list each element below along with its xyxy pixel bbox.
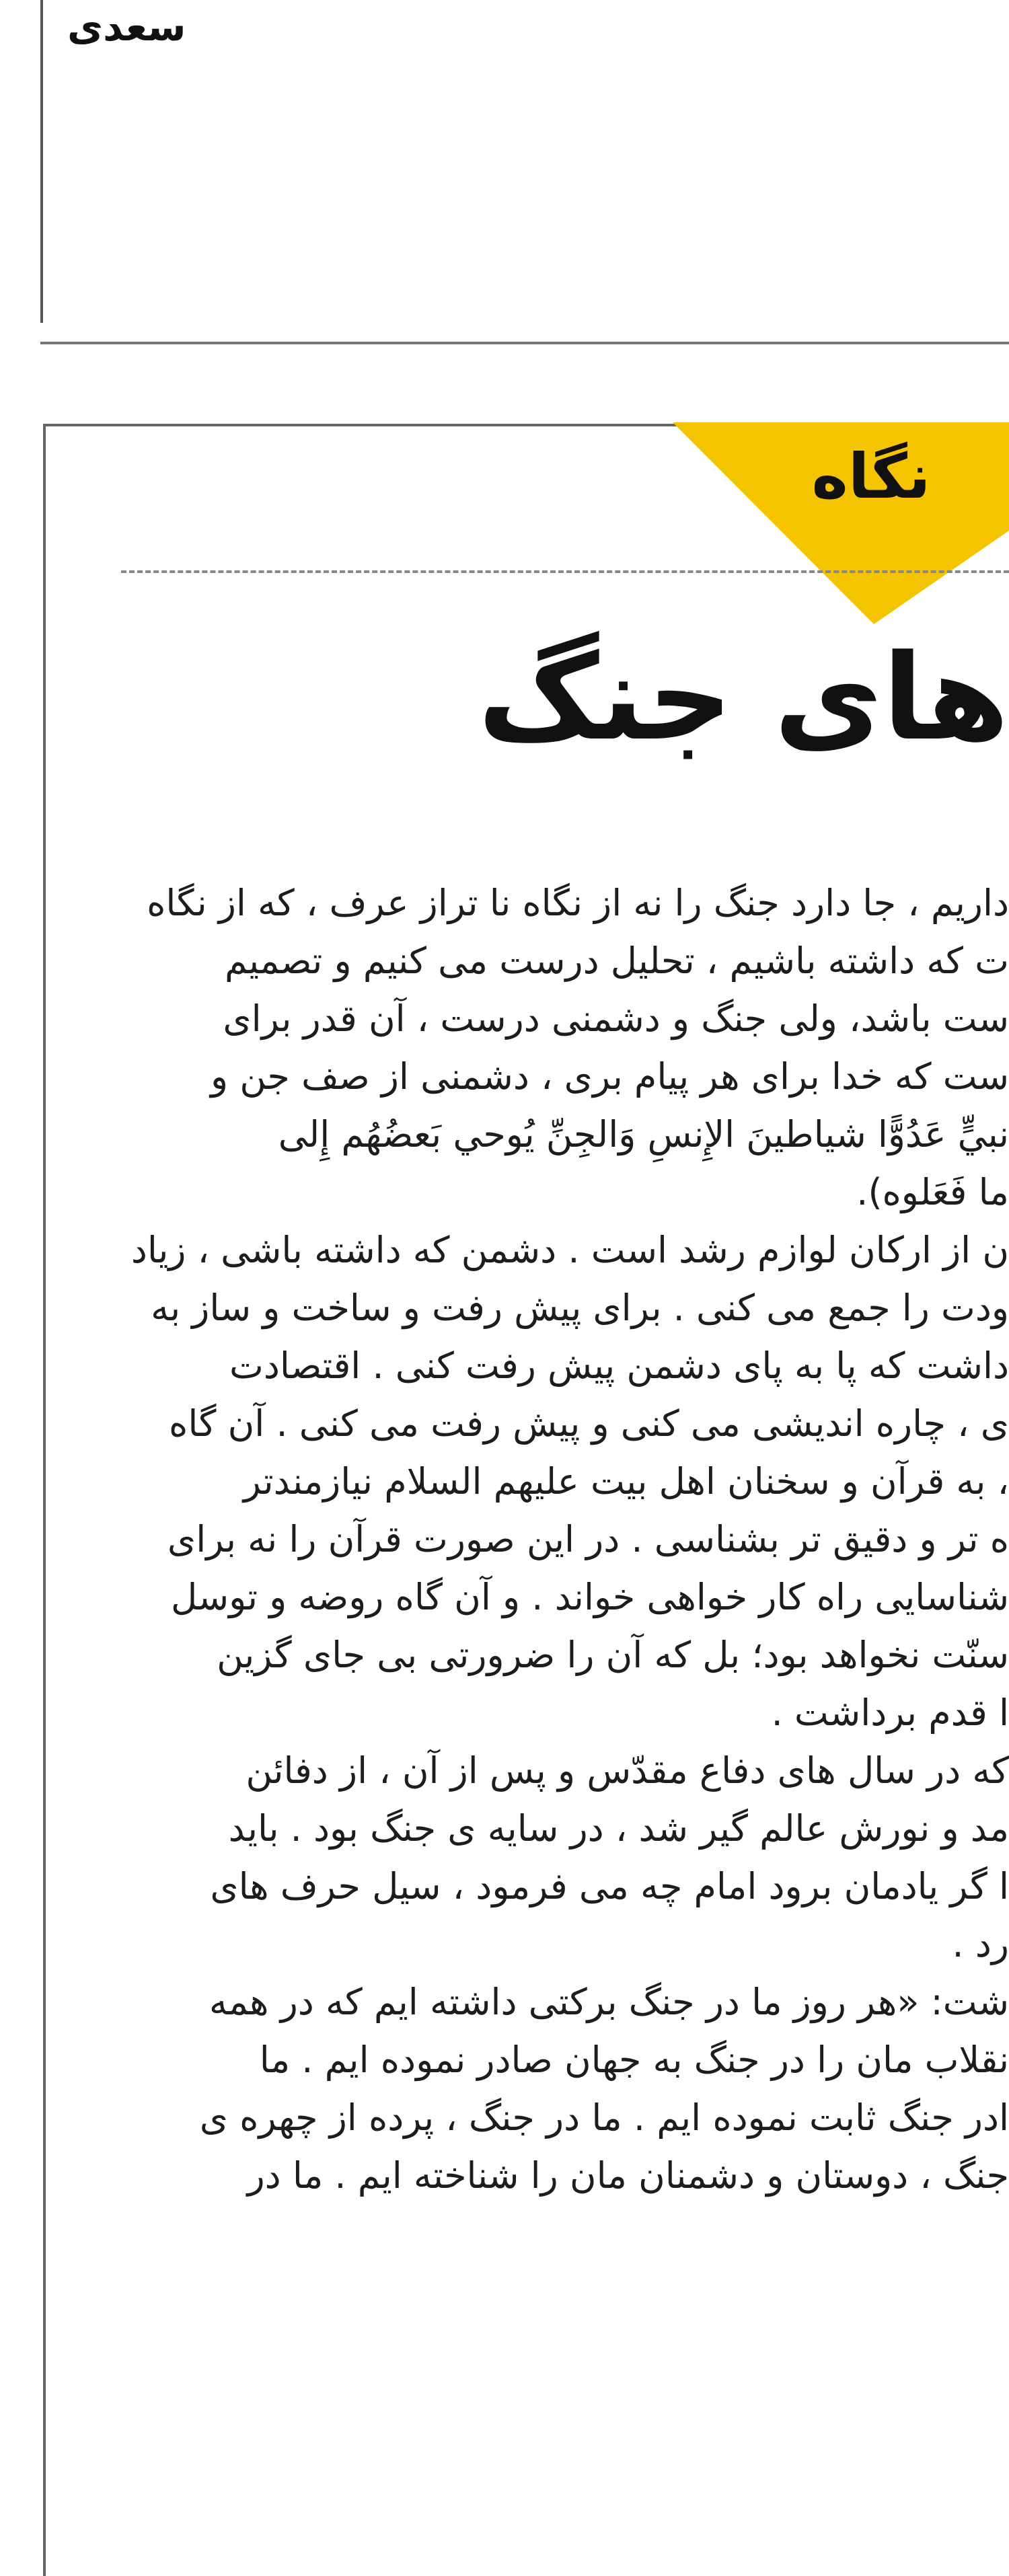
body-line: ، به قرآن و سخنان اهل بیت علیهم السلام نیازمندتر [243,1460,1009,1503]
body-line: مد و نورش عالم گیر شد ، در سایه ی جنگ بود . باید [228,1807,1009,1850]
body-line: داریم ، جا دارد جنگ را نه از نگاه نا تراز عرف ، که از نگاه [147,882,1009,924]
body-line: ادر جنگ ثابت نموده ایم . ما در جنگ ، پرده از چهره ی [199,2096,1009,2139]
body-line: ودت را جمع می کنی . برای پیش رفت و ساخت و ساز به [151,1287,1009,1329]
section-divider [40,342,1009,344]
body-line: شناسایی راه کار خواهی خواند . و آن گاه روضه و توسل [170,1576,1009,1618]
article-headline: های جنگ [478,629,1009,767]
article-body [67,874,1009,2205]
section-tag: نگاه [811,441,931,513]
body-line: ست باشد، ولی جنگ و دشمنی درست ، آن قدر برای [223,997,1009,1040]
body-line: ا قدم برداشت . [771,1692,1009,1734]
body-line: شت: «هر روز ما در جنگ برکتی داشته ایم که در همه [209,1981,1009,2023]
body-line: داشت که پا به پای دشمن پیش رفت کنی . اقتصادت [229,1344,1009,1387]
body-line: نقلاب مان را در جنگ به جهان صادر نموده ایم . ما [259,2039,1009,2081]
body-line: جنگ ، دوستان و دشمنان مان را شناخته ایم . ما در [247,2154,1009,2197]
body-line: سنّت نخواهد بود؛ بل که آن را ضرورتی بی جای گزین [217,1634,1009,1676]
body-line: ی ، چاره اندیشی می کنی و پیش رفت می کنی . آن گاه [169,1402,1009,1445]
body-line: ن از ارکان لوازم رشد است . دشمن که داشته باشی ، زیاد [130,1229,1009,1271]
dashed-divider [121,570,1009,573]
body-line: ما فَعَلوه). [856,1171,1009,1213]
body-line: که در سال های دفاع مقدّس و پس از آن ، از دفائن [246,1749,1009,1792]
body-line: ت که داشته باشیم ، تحلیل درست می کنیم و تصمیم [225,940,1009,982]
body-line: ست که خدا برای هر پیام بری ، دشمنی از صف جن و [211,1055,1009,1098]
body-line: نبيٍّ عَدُوًّا شياطينَ الإِنسِ وَالجِنِّ يُوحي بَعضُهُم إِلى [278,1113,1009,1156]
body-line: ا گر یادمان برود امام چه می فرمود ، سیل حرف های [210,1865,1009,1907]
body-line: رد . [952,1923,1009,1965]
body-line: ه تر و دقیق تر بشناسی . در این صورت قرآن را نه برای [167,1518,1009,1560]
author-name: سعدی [67,4,186,50]
